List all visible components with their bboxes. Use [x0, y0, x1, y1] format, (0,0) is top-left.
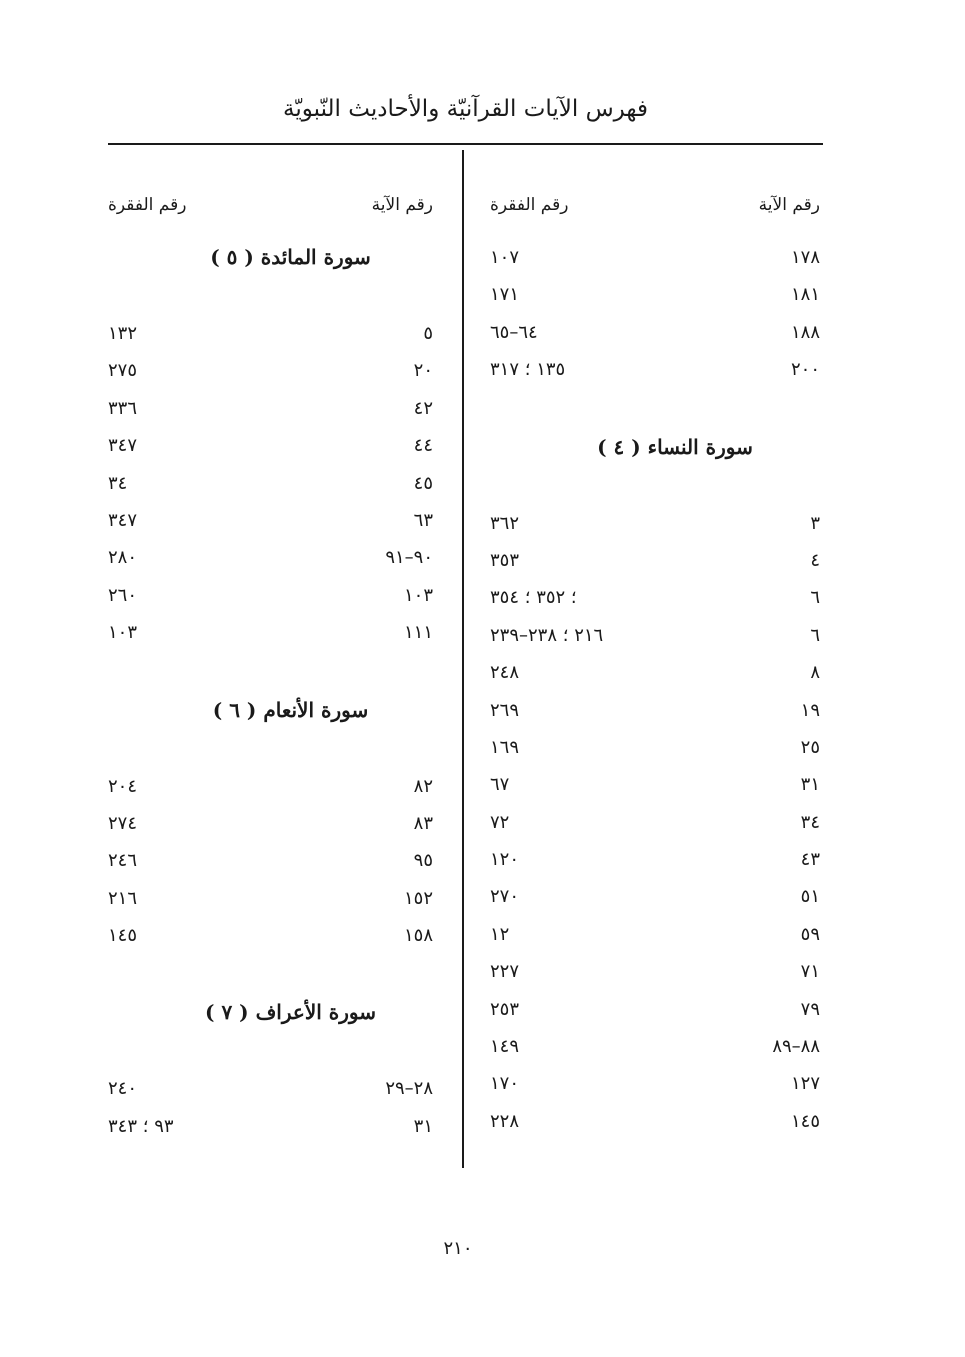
paragraph-number: ٢٠٤ — [108, 775, 138, 797]
index-row — [108, 352, 433, 389]
paragraph-number: ٢٤٦ — [108, 850, 138, 872]
paragraph-number: ٢٤٠ — [108, 1078, 138, 1100]
paragraph-number-heading: رقم الفقرة — [490, 195, 569, 215]
index-row — [490, 878, 820, 915]
verse-number: ١٨١ — [790, 284, 820, 306]
index-row — [108, 614, 433, 651]
verse-number: ١١١ — [403, 622, 433, 644]
verse-number: ٦ — [810, 587, 820, 609]
sura-section — [490, 239, 820, 389]
index-row — [108, 1070, 433, 1107]
sura-section — [108, 954, 433, 1145]
index-row — [490, 1065, 820, 1102]
index-row — [490, 542, 820, 579]
verse-number: ٥ — [423, 323, 433, 344]
paragraph-number: ٦٤–٦٥ — [490, 321, 538, 343]
index-row — [108, 768, 433, 805]
paragraph-number: ١٦٩ — [490, 736, 520, 758]
paragraph-number: ٢١٦ — [108, 887, 138, 909]
paragraph-number: ١٤٩ — [490, 1036, 520, 1058]
paragraph-number: ١٤٥ — [108, 925, 138, 947]
verse-number: ٤ — [810, 549, 820, 571]
verse-number: ١٥٢ — [403, 887, 433, 909]
index-row — [490, 239, 820, 276]
verse-number: ٧١ — [800, 961, 820, 983]
sura-title: سورة المائدة ( ٥ ) — [210, 245, 371, 269]
paragraph-number: ٦٧ — [490, 774, 510, 796]
paragraph-number: ١٠٣ — [108, 622, 138, 644]
index-row — [490, 314, 820, 351]
paragraph-number: ٣٥٣ — [490, 549, 520, 571]
paragraph-number: ٢٦٠ — [108, 584, 138, 606]
index-row — [108, 465, 433, 502]
verse-number: ٧٩ — [800, 998, 820, 1020]
index-row — [490, 692, 820, 729]
verse-number: ٣٤ — [800, 811, 820, 833]
paragraph-number: ٢٧٥ — [108, 360, 138, 382]
sura-title: سورة النساء ( ٤ ) — [597, 434, 753, 459]
index-row — [490, 916, 820, 953]
paragraph-number: ٧٢ — [490, 811, 510, 833]
index-row — [490, 617, 820, 654]
paragraph-number: ٣٦٢ — [490, 512, 520, 534]
paragraph-number: ٢٥٣ — [490, 998, 520, 1020]
paragraph-number: ٣٤ — [108, 472, 128, 494]
verse-number-heading: رقم الآية — [758, 195, 820, 215]
index-row — [490, 841, 820, 878]
verse-number: ١٤٥ — [790, 1110, 820, 1132]
verse-number: ٢٠٠ — [790, 359, 820, 381]
verse-number: ٢٠ — [413, 360, 433, 382]
index-row — [108, 805, 433, 842]
paragraph-number: ١٧١ — [490, 284, 520, 306]
page-title: فهرس الآيات القرآنيّة والأحاديث النّبويّة — [283, 96, 648, 122]
index-row — [490, 953, 820, 990]
index-row — [490, 766, 820, 803]
index-row — [108, 1108, 433, 1145]
sura-section — [108, 239, 433, 652]
verse-number-heading: رقم الآية — [371, 195, 433, 215]
verse-number: ٨٣ — [413, 812, 433, 834]
paragraph-number: ٢١٦ ؛ ٢٣٨–٢٣٩ — [490, 624, 604, 646]
left-index-column — [108, 195, 433, 1145]
verse-number: ٨٢ — [413, 775, 433, 797]
index-row — [108, 577, 433, 614]
index-row — [108, 539, 433, 576]
sura-title: سورة الأعراف ( ٧ ) — [205, 1000, 376, 1025]
column-headings — [108, 195, 433, 239]
verse-number: ٤٥ — [413, 472, 433, 494]
verse-number: ٩٠–٩١ — [385, 547, 433, 569]
index-row — [108, 917, 433, 954]
verse-number: ٣ — [810, 512, 820, 534]
verse-number: ٢٥ — [800, 736, 820, 758]
sura-title: سورة الأنعام ( ٦ ) — [212, 697, 369, 722]
paragraph-number: ٢٢٨ — [490, 1110, 520, 1132]
verse-number: ٣١ — [800, 774, 820, 796]
index-row — [108, 502, 433, 539]
paragraph-number: ٢٨٠ — [108, 547, 138, 569]
verse-number: ١٥٨ — [403, 925, 433, 947]
paragraph-number: ٢٦٩ — [490, 699, 520, 721]
paragraph-number: ٣٣٦ — [108, 397, 138, 419]
paragraph-number-heading: رقم الفقرة — [108, 195, 187, 215]
paragraph-number: ؛ ٣٥٢ ؛ ٣٥٤ — [490, 587, 577, 609]
index-row — [108, 880, 433, 917]
verse-number: ٥٩ — [800, 923, 820, 945]
paragraph-number: ١٢٠ — [490, 849, 520, 871]
verse-number: ٩٥ — [413, 850, 433, 872]
paragraph-number: ١٠٧ — [490, 247, 520, 268]
verse-number: ١٢٧ — [790, 1073, 820, 1095]
column-divider — [462, 150, 464, 1168]
verse-number: ٦٣ — [413, 509, 433, 531]
header-divider — [108, 143, 823, 145]
paragraph-number: ١٣٥ ؛ ٣١٧ — [490, 359, 566, 381]
verse-number: ١٠٣ — [403, 584, 433, 606]
paragraph-number: ٣٤٧ — [108, 509, 138, 531]
verse-number: ٤٣ — [800, 849, 820, 871]
verse-number: ٤٤ — [413, 435, 433, 457]
index-row — [490, 729, 820, 766]
index-row — [108, 842, 433, 879]
index-row — [490, 804, 820, 841]
page-number: ٢١٠ — [443, 1238, 473, 1259]
paragraph-number: ٩٣ ؛ ٣٤٣ — [108, 1115, 174, 1137]
index-row — [490, 654, 820, 691]
paragraph-number: ٣٤٧ — [108, 435, 138, 457]
sura-section — [490, 389, 820, 1141]
paragraph-number: ٢٧٤ — [108, 812, 138, 834]
paragraph-number: ٢٢٧ — [490, 961, 520, 983]
index-row — [490, 1028, 820, 1065]
verse-number: ٤٢ — [413, 397, 433, 419]
verse-number: ٨ — [810, 662, 820, 684]
index-row — [108, 427, 433, 464]
paragraph-number: ٢٧٠ — [490, 886, 520, 908]
verse-number: ٥١ — [800, 886, 820, 908]
verse-number: ٣١ — [413, 1115, 433, 1137]
index-row — [490, 991, 820, 1028]
index-row — [490, 1103, 820, 1140]
verse-number: ٨٨–٨٩ — [772, 1036, 820, 1058]
index-row — [490, 351, 820, 388]
index-row — [490, 579, 820, 616]
paragraph-number: ٢٤٨ — [490, 662, 520, 684]
verse-number: ١٨٨ — [790, 321, 820, 343]
verse-number: ١٧٨ — [790, 247, 820, 268]
sura-section — [108, 652, 433, 955]
paragraph-number: ١٣٢ — [108, 323, 138, 344]
verse-number: ١٩ — [800, 699, 820, 721]
verse-number: ٢٨–٢٩ — [385, 1078, 433, 1100]
verse-number: ٦ — [810, 624, 820, 646]
index-row — [490, 276, 820, 313]
index-row — [490, 505, 820, 542]
paragraph-number: ١٢ — [490, 923, 510, 945]
column-headings — [490, 195, 820, 239]
paragraph-number: ١٧٠ — [490, 1073, 520, 1095]
index-row — [108, 315, 433, 352]
index-row — [108, 390, 433, 427]
right-index-column — [490, 195, 820, 1140]
